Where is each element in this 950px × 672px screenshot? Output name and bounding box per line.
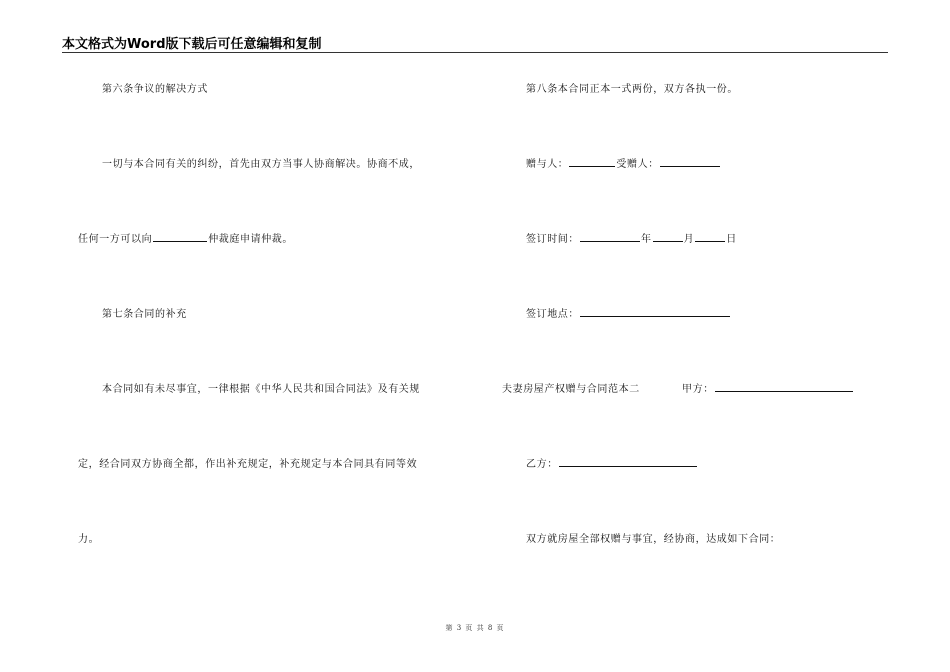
party-a-label: 甲方： bbox=[682, 384, 714, 395]
page-number: 第 3 页 共 8 页 bbox=[445, 624, 505, 632]
month-blank bbox=[653, 230, 683, 242]
arbitration-text-b: 仲裁庭申请仲裁。 bbox=[208, 234, 294, 245]
party-a-line bbox=[682, 380, 854, 395]
party-b-line bbox=[526, 455, 698, 470]
day-blank bbox=[695, 230, 725, 242]
article-6-paragraph-line-1: 一切与本合同有关的纠纷，首先由双方当事人协商解决。协商不成， bbox=[102, 159, 420, 170]
signing-place-line bbox=[526, 305, 731, 320]
article-7-paragraph-line-2: 定，经合同双方协商全都，作出补充规定，补充规定与本合同具有同等效 bbox=[78, 459, 418, 470]
party-b-blank bbox=[559, 455, 697, 467]
donor-recipient-line bbox=[526, 155, 721, 170]
article-8-text: 第八条本合同正本一式两份，双方各执一份。 bbox=[526, 84, 738, 95]
header-divider bbox=[62, 52, 888, 53]
arbitration-text-a: 任何一方可以向 bbox=[78, 234, 153, 245]
document-header-title: 本文格式为Word版下载后可任意编辑和复制 bbox=[62, 37, 322, 52]
year-blank bbox=[580, 230, 640, 242]
signing-date-line bbox=[526, 230, 737, 245]
year-label: 年 bbox=[641, 234, 652, 245]
party-b-label: 乙方： bbox=[526, 459, 558, 470]
sample-two-title: 夫妻房屋产权赠与合同范本二 bbox=[502, 384, 640, 395]
recipient-label: 受赠人： bbox=[616, 159, 659, 170]
article-6-paragraph-line-2 bbox=[78, 230, 293, 245]
day-label: 日 bbox=[726, 234, 737, 245]
article-6-heading: 第六条争议的解决方式 bbox=[102, 84, 208, 95]
recipient-blank bbox=[660, 155, 720, 167]
donor-blank bbox=[569, 155, 615, 167]
agreement-intro-text: 双方就房屋全部权赠与事宜，经协商，达成如下合同： bbox=[526, 534, 781, 545]
article-7-heading: 第七条合同的补充 bbox=[102, 309, 187, 320]
arbitration-venue-blank bbox=[153, 230, 207, 242]
article-7-paragraph-line-3: 力。 bbox=[78, 534, 100, 545]
party-a-blank bbox=[715, 380, 853, 392]
month-label: 月 bbox=[683, 234, 695, 245]
article-7-paragraph-line-1: 本合同如有未尽事宜，一律根据《中华人民共和国合同法》及有关规 bbox=[102, 384, 420, 395]
donor-label: 赠与人： bbox=[526, 159, 569, 170]
signing-date-label: 签订时间： bbox=[526, 234, 579, 245]
signing-place-label: 签订地点： bbox=[526, 309, 579, 320]
signing-place-blank bbox=[580, 305, 730, 317]
